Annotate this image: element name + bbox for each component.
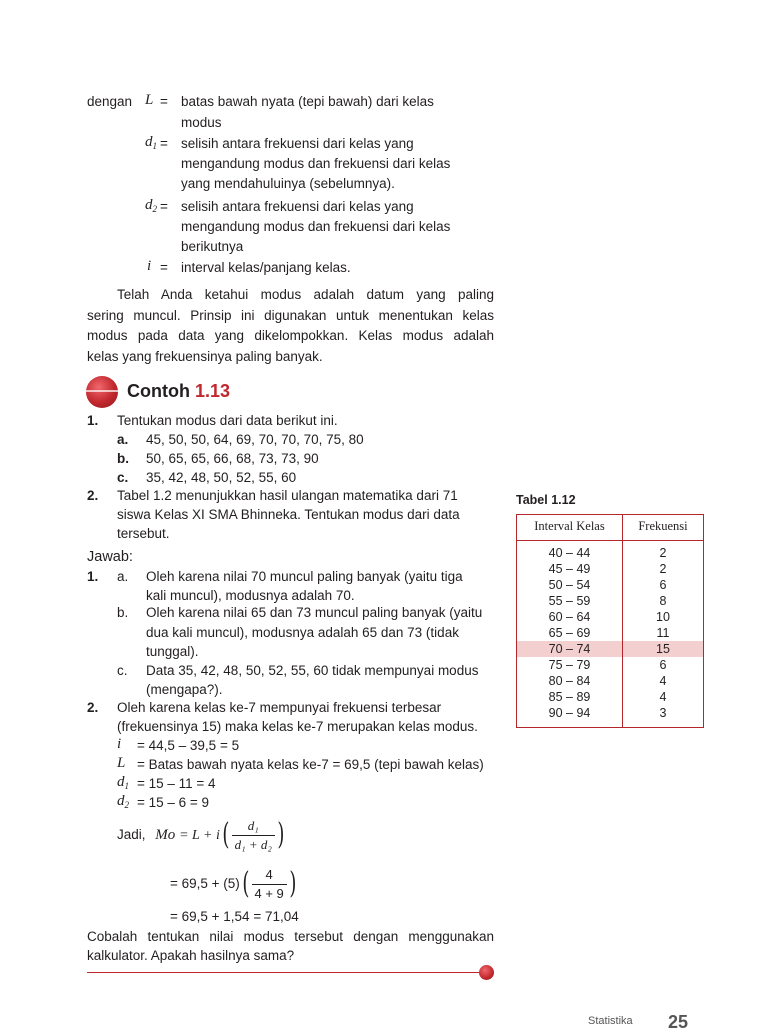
equals-sign: =	[160, 94, 168, 109]
question-text: Tabel 1.2 menunjukkan hasil ulangan matematika dari 71	[117, 488, 458, 503]
frequency-cell: 4	[659, 690, 667, 704]
answer-text: Oleh karena kelas ke-7 mempunyai frekuensi terbesar	[117, 700, 442, 715]
table-row	[517, 593, 704, 609]
interval-cell: 40 – 44	[517, 541, 623, 562]
frequency-table	[516, 514, 704, 728]
interval-cell: 50 – 54	[517, 577, 623, 593]
d1-description-cont: mengandung modus dan frekuensi dari kelas	[181, 156, 451, 171]
symbol-d2: $d_2$	[145, 197, 157, 214]
answer-text: tunggal).	[146, 644, 199, 659]
d1-description-cont: yang mendahuluinya (sebelumnya).	[181, 176, 395, 191]
intro-paragraph	[87, 285, 494, 367]
symbol-L: L	[117, 755, 126, 771]
item-label: c.	[117, 663, 128, 678]
example-title: Contoh 1.13	[127, 381, 231, 401]
left-paren: (	[242, 866, 250, 902]
frequency-cell: 6	[659, 578, 667, 592]
paragraph-line: sering muncul. Prinsip ini digunakan untuk menentukan kelas	[87, 307, 494, 323]
frequency-cell: 6	[659, 658, 667, 672]
table-row	[517, 561, 704, 577]
table-row	[517, 657, 704, 673]
calc-line: = 15 – 11 = 4	[137, 776, 216, 791]
question-number: 2.	[87, 488, 99, 503]
symbol-d2: $d_2$	[117, 793, 129, 810]
interval-cell: 45 – 49	[517, 561, 623, 577]
d2-description: selisih antara frekuensi dari kelas yang	[181, 199, 414, 214]
item-label: b.	[117, 451, 129, 466]
answer-text: (mengapa?).	[146, 682, 223, 697]
d2-description-cont: berikutnya	[181, 239, 244, 254]
symbol-d1: $d_1$	[117, 774, 129, 791]
data-list-a: 45, 50, 50, 64, 69, 70, 70, 70, 75, 80	[146, 432, 364, 447]
table-row	[517, 705, 704, 728]
answer-heading: Jawab:	[87, 549, 133, 565]
formula-step-2	[170, 864, 299, 904]
symbol-d1: $d_1$	[145, 134, 157, 151]
equals-sign: =	[160, 136, 168, 151]
interval-cell: 75 – 79	[517, 657, 623, 673]
answer-number: 1.	[87, 569, 99, 584]
item-label: a.	[117, 569, 129, 584]
table-row	[517, 577, 704, 593]
interval-cell: 85 – 89	[517, 689, 623, 705]
equals-sign: =	[160, 199, 168, 214]
closing-text: kalkulator. Apakah hasilnya sama?	[87, 948, 295, 963]
data-list-b: 50, 65, 65, 66, 68, 73, 73, 90	[146, 451, 319, 466]
d2-description-cont: mengandung modus dan frekuensi dari kelas	[181, 219, 451, 234]
item-label: a.	[117, 432, 129, 447]
right-paren: )	[277, 817, 285, 853]
numerator: d₁	[232, 817, 275, 836]
frequency-cell: 11	[656, 626, 670, 640]
denominator: d₁ + d₂	[234, 836, 272, 852]
interval-cell: 55 – 59	[517, 593, 623, 609]
mode-formula	[117, 815, 287, 855]
question-text: tersebut.	[117, 526, 170, 541]
column-header: Interval Kelas	[517, 515, 623, 541]
table-row	[517, 641, 704, 657]
frequency-cell: 2	[659, 546, 667, 560]
d1-description: selisih antara frekuensi dari kelas yang	[181, 136, 414, 151]
table-row	[517, 673, 704, 689]
frequency-cell: 3	[659, 706, 667, 720]
fraction	[232, 817, 275, 854]
jadi-label: Jadi,	[117, 827, 146, 842]
denominator: 4 + 9	[254, 885, 284, 901]
calc-line: = 44,5 – 39,5 = 5	[137, 738, 240, 753]
footer-chapter: Statistika	[588, 1015, 633, 1027]
bottom-rule	[87, 972, 482, 973]
page-number: 25	[668, 1012, 689, 1032]
data-list-c: 35, 42, 48, 50, 52, 55, 60	[146, 470, 297, 485]
symbol-i: i	[117, 736, 122, 752]
frequency-cell: 8	[659, 594, 667, 608]
numerator: 4	[252, 866, 287, 885]
right-paren: )	[289, 866, 297, 902]
ball-stripe-decoration	[86, 390, 120, 392]
mo-symbol: Mo	[155, 827, 176, 843]
symbol-L: L	[145, 92, 154, 108]
table-row	[517, 625, 704, 641]
table-header-row	[517, 515, 704, 541]
step-lhs: = 69,5 + (5)	[170, 876, 240, 891]
table-row	[517, 609, 704, 625]
answer-number: 2.	[87, 700, 99, 715]
left-paren: (	[222, 817, 230, 853]
fraction	[252, 866, 287, 903]
paragraph-line: kelas yang frekuensinya paling banyak.	[87, 348, 323, 364]
table-row	[517, 689, 704, 705]
table-row	[517, 541, 704, 562]
calc-line: = 15 – 6 = 9	[137, 795, 210, 810]
frequency-cell: 10	[656, 610, 670, 624]
frequency-cell: 15	[623, 641, 704, 657]
answer-text: Oleh karena nilai 65 dan 73 muncul paling banyak (yaitu	[146, 605, 483, 620]
answer-text: kali muncul), modusnya adalah 70.	[146, 588, 355, 603]
item-label: b.	[117, 605, 129, 620]
equals-sign: =	[160, 260, 168, 275]
question-number: 1.	[87, 413, 99, 428]
interval-cell: 70 – 74	[517, 641, 623, 657]
example-ball-icon	[86, 376, 118, 408]
calc-line: = Batas bawah nyata kelas ke-7 = 69,5 (tepi bawah kelas)	[137, 757, 484, 772]
i-description: interval kelas/panjang kelas.	[181, 260, 351, 275]
L-description: batas bawah nyata (tepi bawah) dari kelas	[181, 94, 434, 109]
interval-cell: 65 – 69	[517, 625, 623, 641]
answer-text: dua kali muncul), modusnya adalah 65 dan 73 (tidak	[146, 625, 459, 640]
definition-intro: dengan	[87, 94, 133, 109]
answer-text: (frekuensinya 15) maka kelas ke-7 merupakan kelas modus.	[117, 719, 478, 734]
paragraph-line: Telah Anda ketahui modus adalah datum yang paling	[117, 287, 494, 302]
rule-ball-icon	[479, 965, 494, 980]
answer-text: Oleh karena nilai 70 muncul paling banyak (yaitu tiga	[146, 569, 463, 584]
interval-cell: 60 – 64	[517, 609, 623, 625]
column-header: Frekuensi	[623, 515, 704, 541]
formula-step-3: = 69,5 + 1,54 = 71,04	[170, 909, 299, 924]
item-label: c.	[117, 470, 129, 485]
closing-text: Cobalah tentukan nilai modus tersebut dengan menggunakan	[87, 929, 494, 944]
frequency-cell: 2	[659, 562, 667, 576]
interval-cell: 80 – 84	[517, 673, 623, 689]
question-text: siswa Kelas XI SMA Bhinneka. Tentukan modus dari data	[117, 507, 460, 522]
question-text: Tentukan modus dari data berikut ini.	[117, 413, 338, 428]
table-caption: Tabel 1.12	[516, 493, 576, 507]
interval-cell: 90 – 94	[517, 705, 623, 728]
answer-text: Data 35, 42, 48, 50, 52, 55, 60 tidak mempunyai modus	[146, 663, 479, 678]
paragraph-line: modus pada data yang dikelompokkan. Kelas modus adalah	[87, 328, 494, 343]
frequency-cell: 4	[659, 674, 667, 688]
symbol-i: i	[147, 258, 152, 274]
formula-lhs: = L + i	[179, 828, 220, 843]
L-description-cont: modus	[181, 115, 222, 130]
